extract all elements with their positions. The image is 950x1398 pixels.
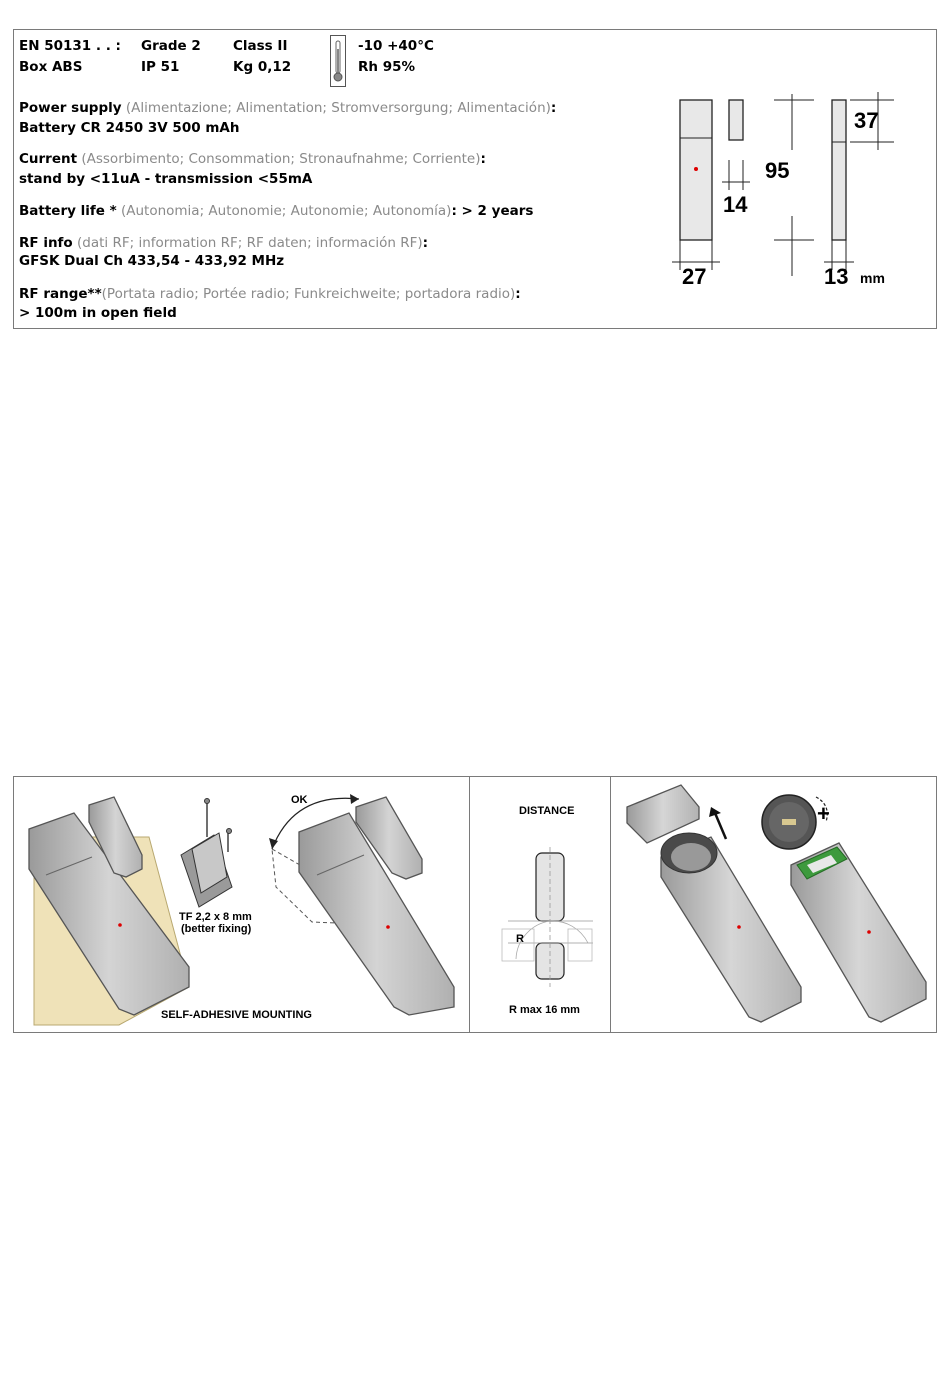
rf-range-translations: (Portata radio; Portée radio; Funkreichweite; portadora radio) — [101, 286, 516, 302]
rf-info-translations: (dati RF; information RF; RF daten; información RF) — [77, 235, 423, 251]
rf-info-value: GFSK Dual Ch 433,54 - 433,92 MHz — [19, 253, 285, 269]
distance-diagram — [498, 847, 598, 987]
temperature-text: -10 +40°C — [358, 38, 434, 54]
grade-text: Grade 2 — [141, 38, 201, 54]
rf-info-line — [19, 235, 428, 251]
class-text: Class II — [233, 38, 288, 54]
current-colon: : — [480, 151, 486, 167]
rf-info-label: RF info — [19, 235, 73, 251]
screw-note-label: (better fixing) — [181, 923, 252, 935]
dimension-magnet-height: 37 — [854, 108, 879, 133]
battery-life-label: Battery life * — [19, 203, 117, 219]
dimension-unit: mm — [860, 270, 885, 286]
mounting-illustration — [14, 777, 469, 1032]
thermometer-icon — [330, 35, 346, 87]
power-supply-line — [19, 100, 556, 116]
dimension-width: 27 — [682, 264, 707, 289]
distance-title: DISTANCE — [519, 805, 575, 817]
rf-range-value: > 100m in open field — [19, 305, 177, 321]
battery-life-value: : > 2 years — [451, 203, 534, 219]
humidity-text: Rh 95% — [358, 59, 416, 75]
power-supply-colon: : — [550, 100, 557, 116]
installation-panel — [13, 776, 937, 1033]
dimension-depth: 13 — [824, 264, 849, 289]
dimension-height: 95 — [765, 158, 790, 183]
ip-rating-text: IP 51 — [141, 59, 180, 75]
power-supply-translations: (Alimentazione; Alimentation; Stromversorgung; Alimentación) — [125, 100, 551, 116]
weight-text: Kg 0,12 — [233, 59, 292, 75]
ok-label: OK — [291, 794, 308, 806]
battery-replacement-illustration — [611, 777, 936, 1032]
battery-life-translations: (Autonomia; Autonomie; Autonomie; Autonomía) — [120, 203, 452, 219]
box-material-text: Box ABS — [19, 59, 83, 75]
plus-icon: + — [817, 801, 830, 826]
rf-info-colon: : — [422, 235, 429, 251]
rf-range-colon: : — [515, 286, 521, 302]
radius-note: R max 16 mm — [509, 1004, 580, 1016]
mounting-label: SELF-ADHESIVE MOUNTING — [161, 1009, 312, 1021]
current-value: stand by <11uA - transmission <55mA — [19, 171, 313, 187]
battery-life-line — [19, 203, 533, 219]
current-label: Current — [19, 151, 78, 167]
radius-label: R — [516, 933, 524, 945]
standard-text: EN 50131 . . : — [19, 38, 121, 54]
current-translations: (Assorbimento; Consommation; Stronaufnahme; Corriente) — [81, 151, 481, 167]
specifications-panel — [13, 29, 937, 329]
power-supply-value: Battery CR 2450 3V 500 mAh — [19, 120, 240, 136]
rf-range-line — [19, 286, 521, 302]
power-supply-label: Power supply — [19, 100, 122, 116]
dimension-magnet-width: 14 — [723, 192, 748, 217]
current-line — [19, 151, 486, 167]
screw-size-label: TF 2,2 x 8 mm — [179, 911, 252, 923]
panel-divider — [469, 777, 470, 1032]
rf-range-label: RF range** — [19, 286, 102, 302]
